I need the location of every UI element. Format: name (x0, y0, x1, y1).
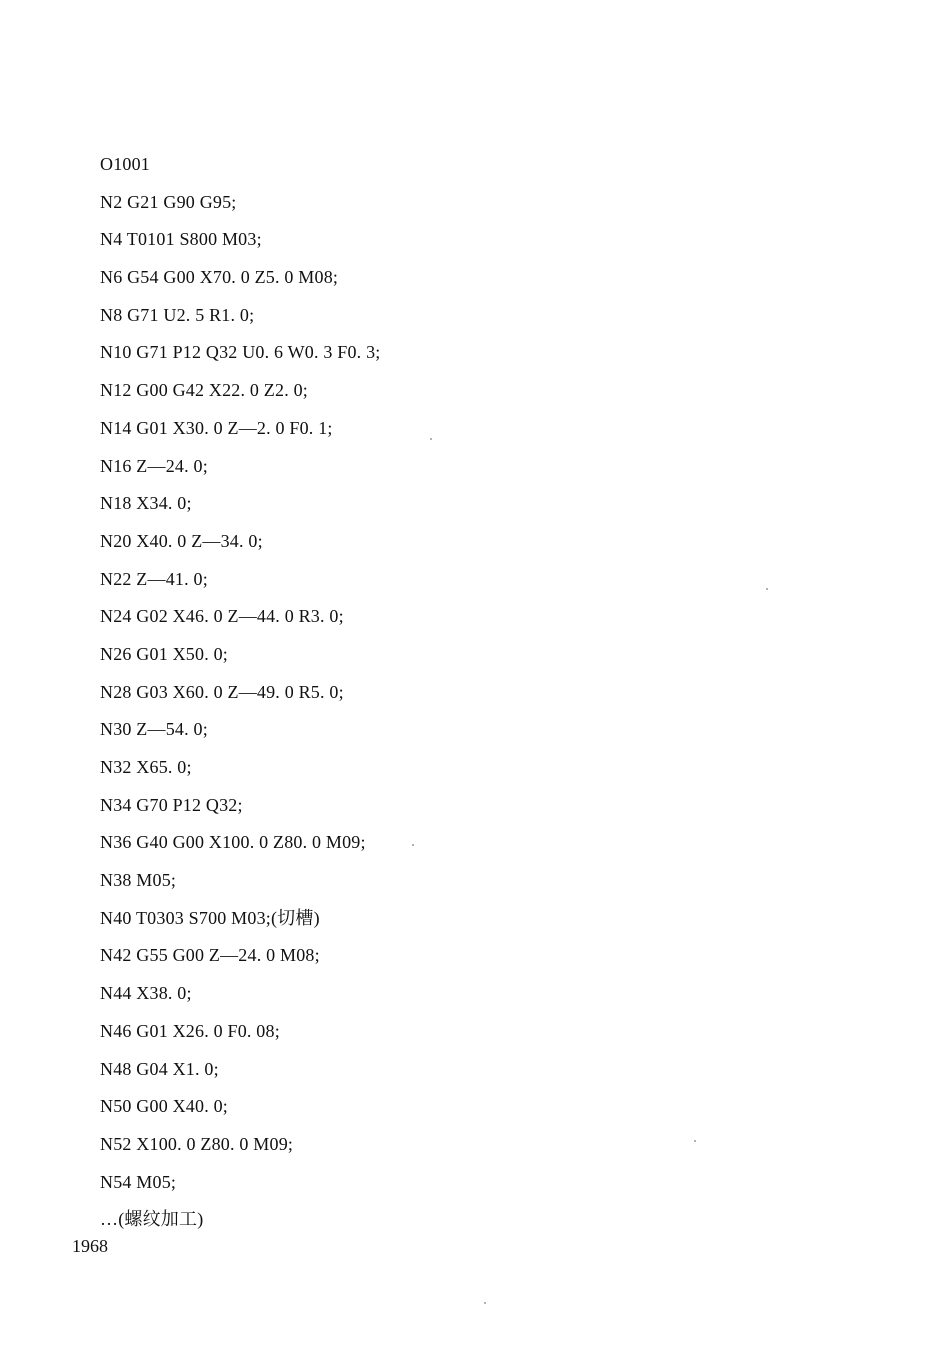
page-number: 1968 (72, 1236, 108, 1256)
program-line: N34 G70 P12 Q32; (100, 794, 243, 815)
scan-speck (484, 1302, 486, 1304)
program-line: N46 G01 X26. 0 F0. 08; (100, 1020, 280, 1041)
program-line: N30 Z—54. 0; (100, 719, 208, 740)
program-line: N36 G40 G00 X100. 0 Z80. 0 M09; (100, 832, 366, 853)
program-line: N2 G21 G90 G95; (100, 191, 237, 212)
program-line: O1001 (100, 154, 150, 174)
scan-speck (694, 1140, 696, 1142)
program-line: N22 Z—41. 0; (100, 568, 208, 589)
program-line: N44 X38. 0; (100, 983, 192, 1004)
program-line: N50 G00 X40. 0; (100, 1096, 228, 1117)
program-line: N14 G01 X30. 0 Z—2. 0 F0. 1; (100, 417, 333, 438)
scan-speck (430, 438, 432, 440)
program-line: N10 G71 P12 Q32 U0. 6 W0. 3 F0. 3; (100, 342, 381, 363)
program-line: N20 X40. 0 Z—34. 0; (100, 530, 263, 551)
program-line: …(螺纹加工) (100, 1209, 204, 1230)
program-line: N52 X100. 0 Z80. 0 M09; (100, 1133, 294, 1154)
cnc-program-listing (100, 150, 380, 1243)
program-line: N6 G54 G00 X70. 0 Z5. 0 M08; (100, 267, 339, 288)
scan-speck (766, 588, 768, 590)
program-line: N8 G71 U2. 5 R1. 0; (100, 304, 255, 325)
program-line: N28 G03 X60. 0 Z—49. 0 R5. 0; (100, 681, 344, 702)
program-line: N26 G01 X50. 0; (100, 643, 228, 664)
scan-speck (412, 844, 414, 846)
program-line: N32 X65. 0; (100, 757, 192, 777)
program-line: N24 G02 X46. 0 Z—44. 0 R3. 0; (100, 606, 344, 627)
program-line: N38 M05; (100, 870, 177, 891)
program-line: N42 G55 G00 Z—24. 0 M08; (100, 945, 320, 966)
program-line: N12 G00 G42 X22. 0 Z2. 0; (100, 380, 308, 401)
program-line: N54 M05; (100, 1171, 177, 1192)
program-line: N16 Z—24. 0; (100, 455, 208, 476)
program-line: N18 X34. 0; (100, 493, 192, 514)
program-line: N48 G04 X1. 0; (100, 1058, 219, 1079)
program-line: N40 T0303 S700 M03;(切槽) (100, 907, 320, 928)
program-line: N4 T0101 S800 M03; (100, 229, 262, 250)
